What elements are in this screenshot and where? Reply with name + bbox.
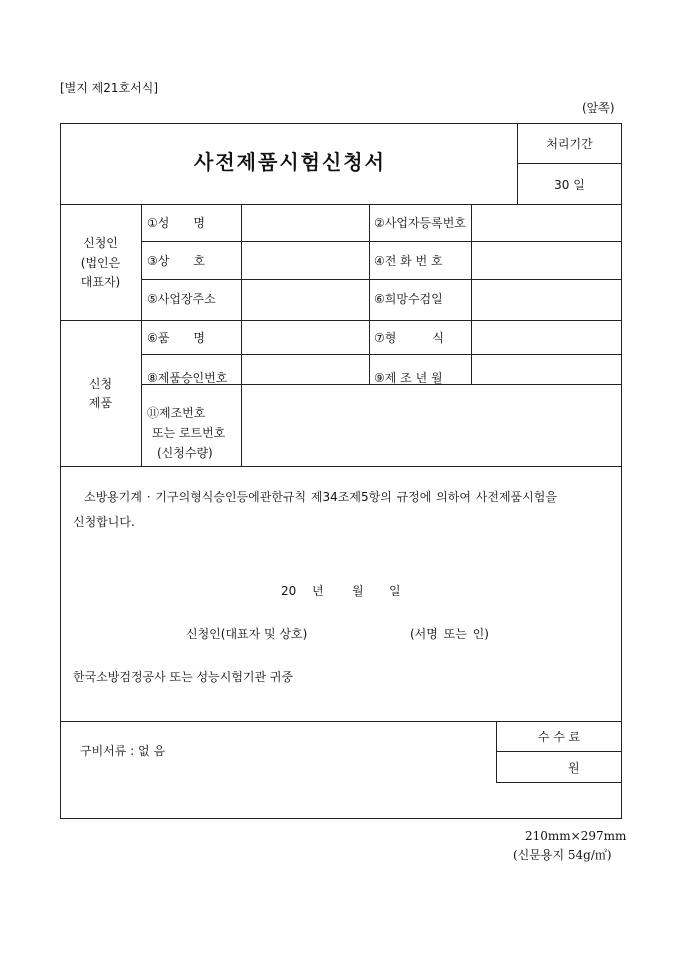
lot-number-label: 또는 로트번호: [152, 426, 226, 440]
quantity-label: (신청수량): [157, 446, 213, 460]
date-month-label: 월: [352, 584, 364, 598]
approval-number-label: ⑧제품승인번호: [147, 371, 228, 385]
date-year-label: 년: [312, 584, 324, 598]
product-section-label: 신청: [88, 377, 113, 391]
business-reg-label: ②사업자등록번호: [374, 216, 466, 230]
statement-text-continued: 신청합니다.: [73, 515, 135, 529]
form-border-bottom: [60, 818, 622, 819]
form-border-top: [60, 123, 622, 124]
form-border-left: [60, 123, 61, 819]
product-name-field[interactable]: [242, 321, 368, 354]
product-section-label-2: 제품: [88, 396, 113, 410]
name-label: ①성 명: [147, 216, 205, 230]
applicant-signature-label: 신청인(대표자 및 상호): [186, 627, 308, 641]
date-century: 20: [281, 584, 297, 598]
fee-unit: 원: [568, 761, 580, 775]
manufacture-date-label: ⑨제 조 년 월: [374, 371, 443, 385]
trade-name-field[interactable]: [242, 242, 368, 279]
paper-size: 210mm×297mm: [525, 829, 627, 843]
desired-date-label: ⑥희망수검일: [374, 292, 443, 306]
applicant-section-label-3: 대표자): [80, 275, 121, 289]
fee-label: 수 수 료: [537, 730, 581, 744]
signature-seal-label: (서명 또는 인): [410, 627, 489, 641]
form-border-right: [621, 123, 622, 819]
page-side-label: (앞쪽): [582, 101, 615, 115]
workplace-label: ⑤사업장주소: [147, 292, 216, 306]
product-name-label: ⑥품 명: [147, 331, 205, 345]
form-title: 사전제품시험신청서: [194, 150, 386, 174]
applicant-section-label: 신청인: [83, 236, 118, 250]
serial-number-field[interactable]: [242, 385, 621, 466]
model-label: ⑦형 식: [374, 331, 444, 345]
paper-stock: (신문용지 54g/㎡): [513, 848, 612, 862]
phone-field[interactable]: [472, 242, 621, 279]
applicant-section-label-2: (법인은: [80, 256, 121, 270]
recipient: 한국소방검정공사 또는 성능시험기관 귀중: [73, 670, 294, 684]
business-reg-field[interactable]: [472, 205, 621, 241]
serial-number-label: ⑪제조번호: [147, 406, 206, 420]
date-day-label: 일: [389, 584, 401, 598]
approval-number-field[interactable]: [242, 355, 368, 384]
model-field[interactable]: [472, 321, 621, 354]
form-number: [별지 제21호서식]: [60, 81, 158, 95]
required-documents: 구비서류 : 없 음: [80, 744, 166, 758]
phone-label: ④전 화 번 호: [374, 254, 443, 268]
processing-period-value: 30 일: [554, 178, 585, 192]
workplace-field[interactable]: [242, 280, 368, 320]
desired-date-field[interactable]: [472, 280, 621, 320]
statement-text: 소방용기계 · 기구의형식승인등에관한규칙 제34조제5항의 규정에 의하여 사전제품시험을: [84, 490, 557, 504]
processing-period-label: 처리기간: [546, 137, 593, 151]
manufacture-date-field[interactable]: [472, 355, 621, 384]
name-field[interactable]: [242, 205, 368, 241]
trade-name-label: ③상 호: [147, 254, 205, 268]
